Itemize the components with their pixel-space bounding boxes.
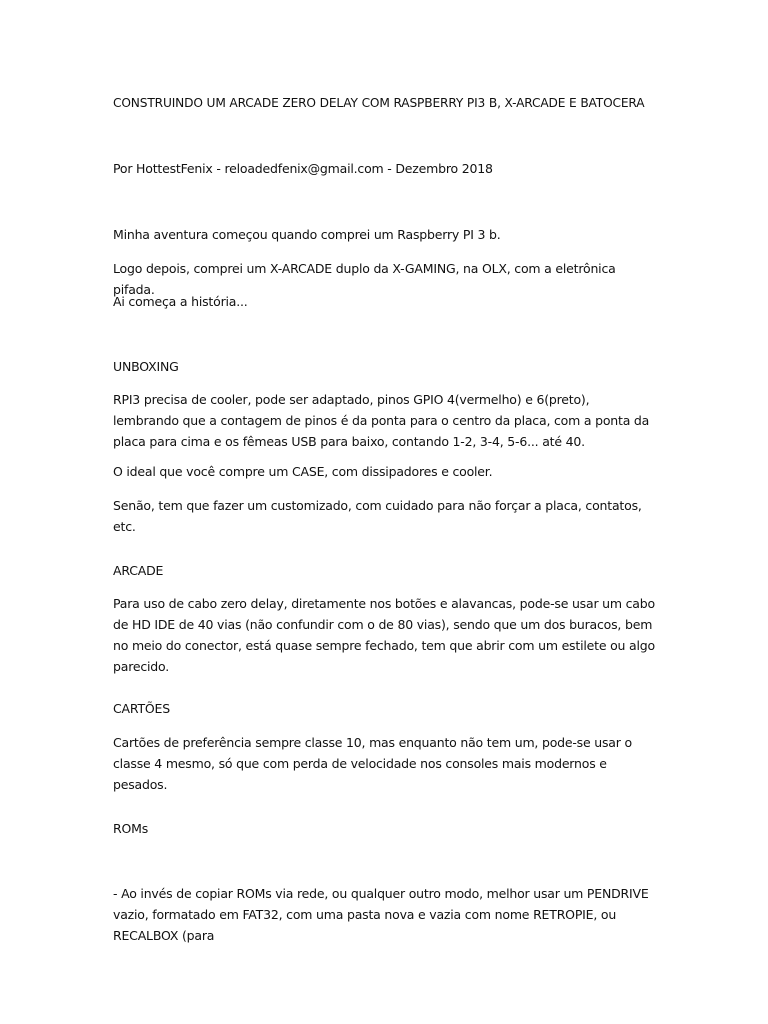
- intro-paragraph: Minha aventura começou quando comprei um Raspberry PI 3 b.: [113, 227, 501, 242]
- unboxing-paragraph: O ideal que você compre um CASE, com dissipadores e cooler.: [113, 464, 493, 479]
- unboxing-paragraph: Senão, tem que fazer um customizado, com cuidado para não forçar a placa, contatos, etc.: [113, 498, 642, 534]
- intro-paragraph: Ai começa a história...: [113, 294, 248, 309]
- cartoes-paragraph: Cartões de preferência sempre classe 10, mas enquanto não tem um, pode-se usar o classe 4 mesmo, só que com perda de velocidade nos consoles mais modernos e pesados.: [113, 735, 632, 792]
- unboxing-paragraph: RPI3 precisa de cooler, pode ser adaptado, pinos GPIO 4(vermelho) e 6(preto), lembrando que a contagem de pinos é da ponta para o centro da placa, com a ponta da placa para cima e os fêmeas USB para baixo, contando 1-2, 3-4, 5-6... até 40.: [113, 392, 650, 449]
- intro-paragraph: Logo depois, comprei um X-ARCADE duplo da X-GAMING, na OLX, com a eletrônica pifada.: [113, 261, 616, 297]
- roms-paragraph: - Ao invés de copiar ROMs via rede, ou qualquer outro modo, melhor usar um PENDRIVE vazio, formatado em FAT32, com uma pasta nova e vazia com nome RETROPIE, ou RECALBOX (para: [113, 886, 649, 943]
- section-heading-arcade: ARCADE: [113, 563, 164, 578]
- section-heading-roms: ROMs: [113, 821, 149, 836]
- document-title: CONSTRUINDO UM ARCADE ZERO DELAY COM RASPBERRY PI3 B, X-ARCADE E BATOCERA: [113, 96, 645, 110]
- author-line: Por HottestFenix - reloadedfenix@gmail.com - Dezembro 2018: [113, 161, 493, 176]
- section-heading-cartoes: CARTÕES: [113, 701, 170, 716]
- arcade-paragraph: Para uso de cabo zero delay, diretamente nos botões e alavancas, pode-se usar um cabo de HD IDE de 40 vias (não confundir com o de 80 vias), sendo que um dos buracos, bem no meio do conector, está quase sempre fechado, tem que abrir com um estilete ou algo parecido.: [113, 596, 655, 674]
- section-heading-unboxing: UNBOXING: [113, 359, 179, 374]
